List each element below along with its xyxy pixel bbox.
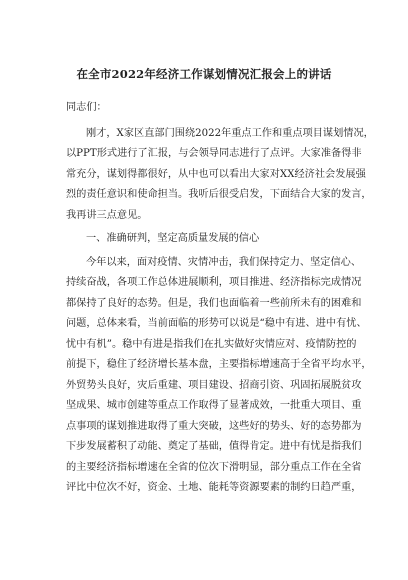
paragraph-line: 刚才，X家区直部门围绕2022年重点工作和重点项目谋划情况， — [86, 127, 374, 139]
paragraph-line: 常充分，谋划得都很好，从中也可以看出大家对XX经济社会发展强 — [66, 168, 366, 180]
salutation: 同志们： — [66, 102, 107, 113]
paragraph-line: 我再讲三点意见。 — [66, 209, 148, 221]
section-heading: 一、准确研判，坚定高质量发展的信心 — [86, 233, 260, 244]
section-line: 今年以来，面对疫情、灾情冲击，我们保持定力、坚定信心、 — [86, 256, 362, 268]
document-body — [66, 98, 374, 499]
section-line: 外贸势头良好，灾后重建、项目建设、招商引资、巩固拓展脱贫攻 — [66, 379, 362, 391]
paragraph-line: 以PPT形式进行了汇报，与会领导同志进行了点评。大家准备得非 — [66, 148, 362, 159]
section-line: 下步发展蓄积了动能、奠定了基础，值得肯定。进中有忧是指我们 — [66, 441, 362, 452]
section-line: 持续奋战，各项工作总体进展顺利，项目推进、经济指标完成情况 — [66, 277, 362, 288]
document-title: 在全市2022年经济工作谋划情况汇报会上的讲话 — [76, 67, 332, 81]
section-line: 坚成果、城市创建等重点工作取得了显著成效，一批重大项目、重 — [66, 400, 362, 411]
section-line: 点事项的谋划推进取得了重大突破，这些好的势头、好的态势都为 — [66, 420, 362, 432]
section-line: 问题，总体来看，当前面临的形势可以说是“稳中有进、进中有忧、 — [66, 318, 367, 329]
section-line: 的主要经济指标增速在全省的位次下滑明显，部分重点工作在全省 — [66, 461, 362, 473]
section-line: 忧中有机”。稳中有进是指我们在扎实做好灾情应对、疫情防控的 — [66, 338, 357, 350]
section-line: 评比中位次不好，资金、土地、能耗等资源要素的制约日趋严重， — [66, 482, 362, 493]
paragraph-line: 烈的责任意识和使命担当。我听后很受启发，下面结合大家的发言， — [66, 189, 372, 200]
section-line: 前提下，稳住了经济增长基本盘，主要指标增速高于全省平均水平， — [66, 359, 372, 370]
section-line: 都保持了良好的态势。但是，我们也面临着一些前所未有的困难和 — [66, 297, 362, 309]
